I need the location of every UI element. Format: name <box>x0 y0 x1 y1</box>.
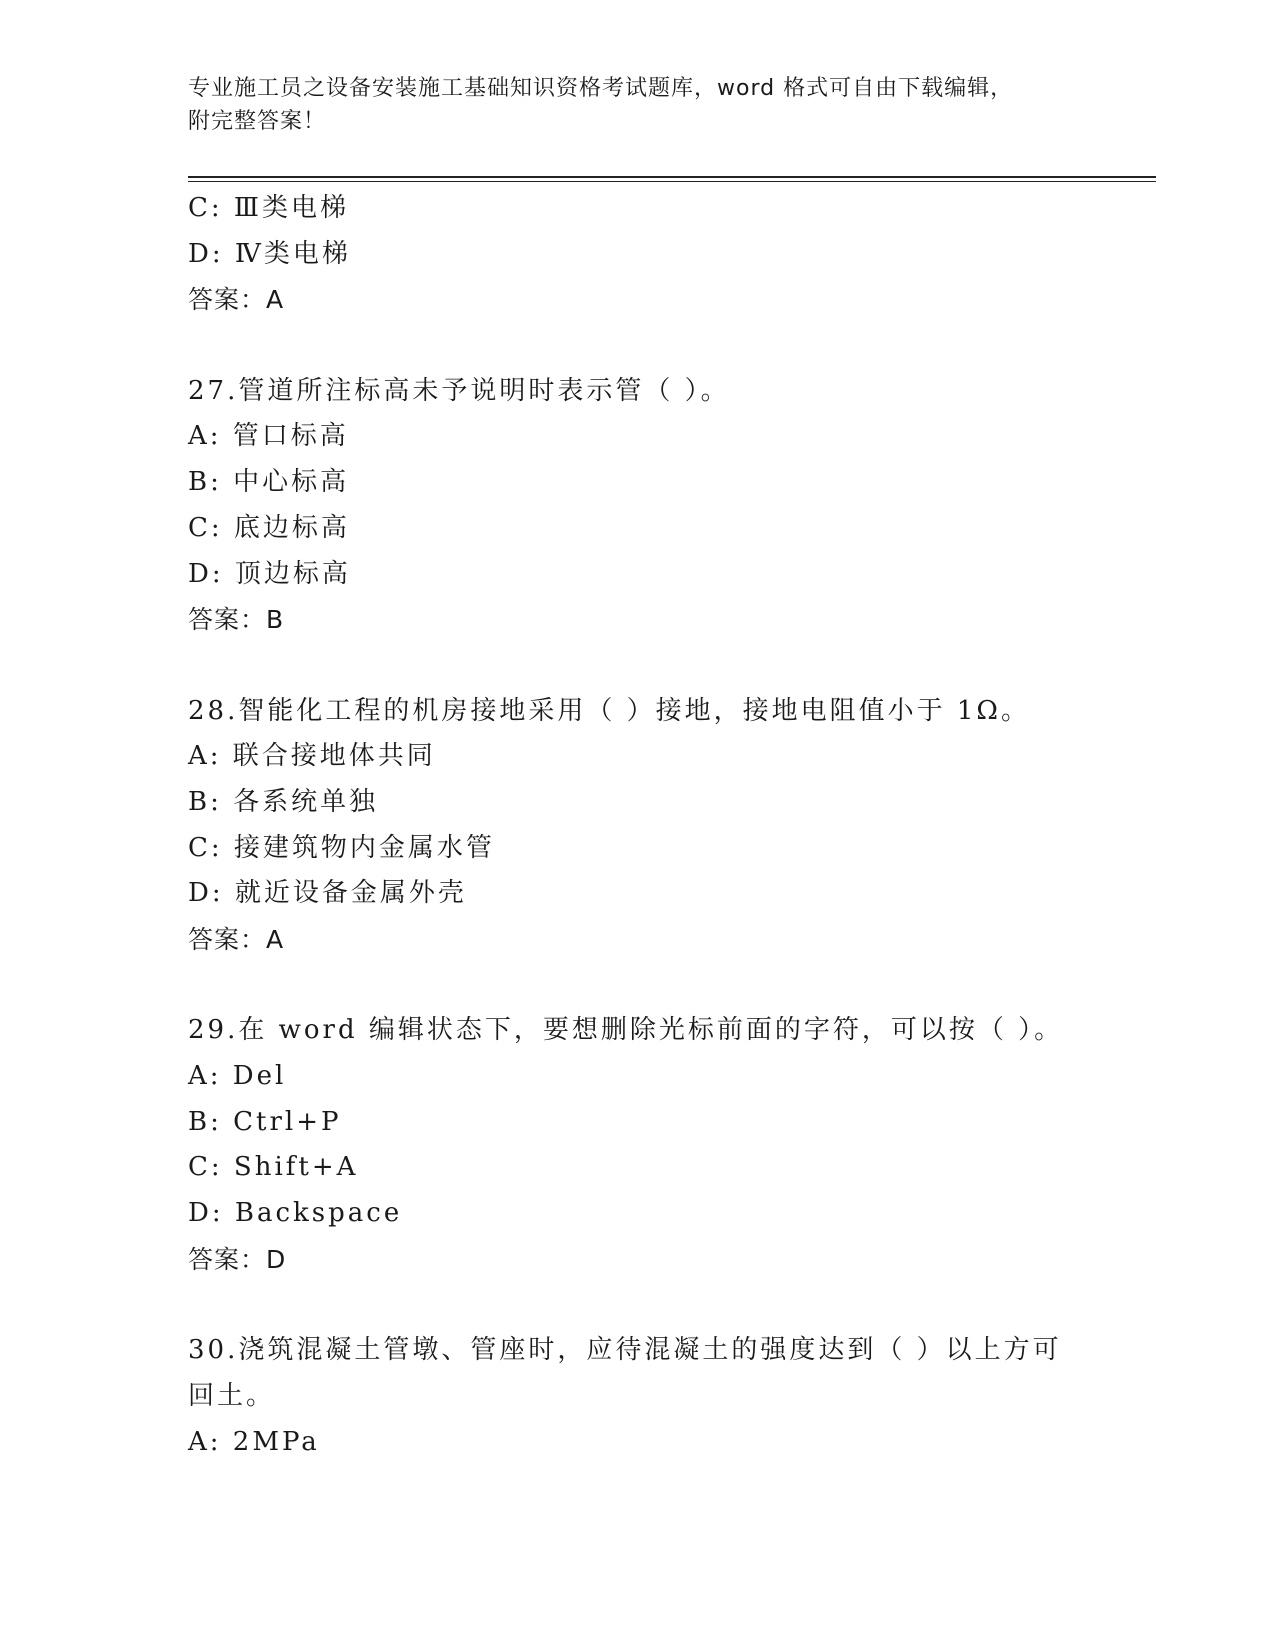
option-a: A: 2MPa <box>188 1426 320 1457</box>
question-number: 30. <box>188 1335 239 1366</box>
question-29-stem <box>188 1008 1088 1054</box>
question-text: 在 word 编辑状态下，要想删除光标前面的字符，可以按（ ）。 <box>238 1015 1064 1046</box>
question-30-stem-continued: 回土。 <box>188 1380 276 1411</box>
answer-line: 答案：B <box>188 605 285 635</box>
option-c: C: Shift+A <box>188 1152 359 1183</box>
header-divider-bottom <box>188 181 1156 182</box>
question-text: 智能化工程的机房接地采用（ ）接地，接地电阻值小于 1Ω。 <box>238 695 1030 726</box>
question-text: 浇筑混凝土管墩、管座时，应待混凝土的强度达到（ ）以上方可 <box>238 1335 1062 1366</box>
answer-line: 答案：A <box>188 285 285 315</box>
option-a: A: 联合接地体共同 <box>188 741 436 772</box>
question-30-stem <box>188 1328 1088 1374</box>
option-b: B: Ctrl+P <box>188 1106 342 1137</box>
answer-line: 答案：A <box>188 925 285 954</box>
option-d: D: 就近设备金属外壳 <box>188 878 467 909</box>
header-line-1: 专业施工员之设备安装施工基础知识资格考试题库，word 格式可自由下载编辑， <box>188 76 1014 101</box>
question-number: 28. <box>188 695 239 726</box>
question-spacer <box>188 963 1088 1009</box>
option-a: A: 管口标高 <box>188 421 349 452</box>
answer-line: 答案：D <box>188 1244 287 1274</box>
question-list <box>188 186 1088 1465</box>
header-divider-top <box>188 176 1156 178</box>
question-spacer <box>188 1283 1088 1329</box>
question-28-stem <box>188 689 1088 735</box>
question-spacer <box>188 323 1088 369</box>
question-number: 29. <box>188 1015 239 1046</box>
option-c: C: Ⅲ类电梯 <box>188 193 349 223</box>
option-d: D: Ⅳ类电梯 <box>188 238 351 269</box>
header-line-2: 附完整答案！ <box>188 109 327 134</box>
option-c: C: 接建筑物内金属水管 <box>188 832 495 863</box>
option-c: C: 底边标高 <box>188 512 350 543</box>
question-text: 管道所注标高未予说明时表示管（ ）。 <box>238 375 730 406</box>
option-b: B: 各系统单独 <box>188 786 379 817</box>
document-header <box>188 72 1088 138</box>
question-number: 27. <box>188 375 239 406</box>
option-d: D: Backspace <box>188 1198 403 1229</box>
option-d: D: 顶边标高 <box>188 558 351 589</box>
question-27-stem <box>188 369 1088 415</box>
option-a: A: Del <box>188 1061 287 1092</box>
option-b: B: 中心标高 <box>188 467 350 498</box>
question-spacer <box>188 643 1088 689</box>
